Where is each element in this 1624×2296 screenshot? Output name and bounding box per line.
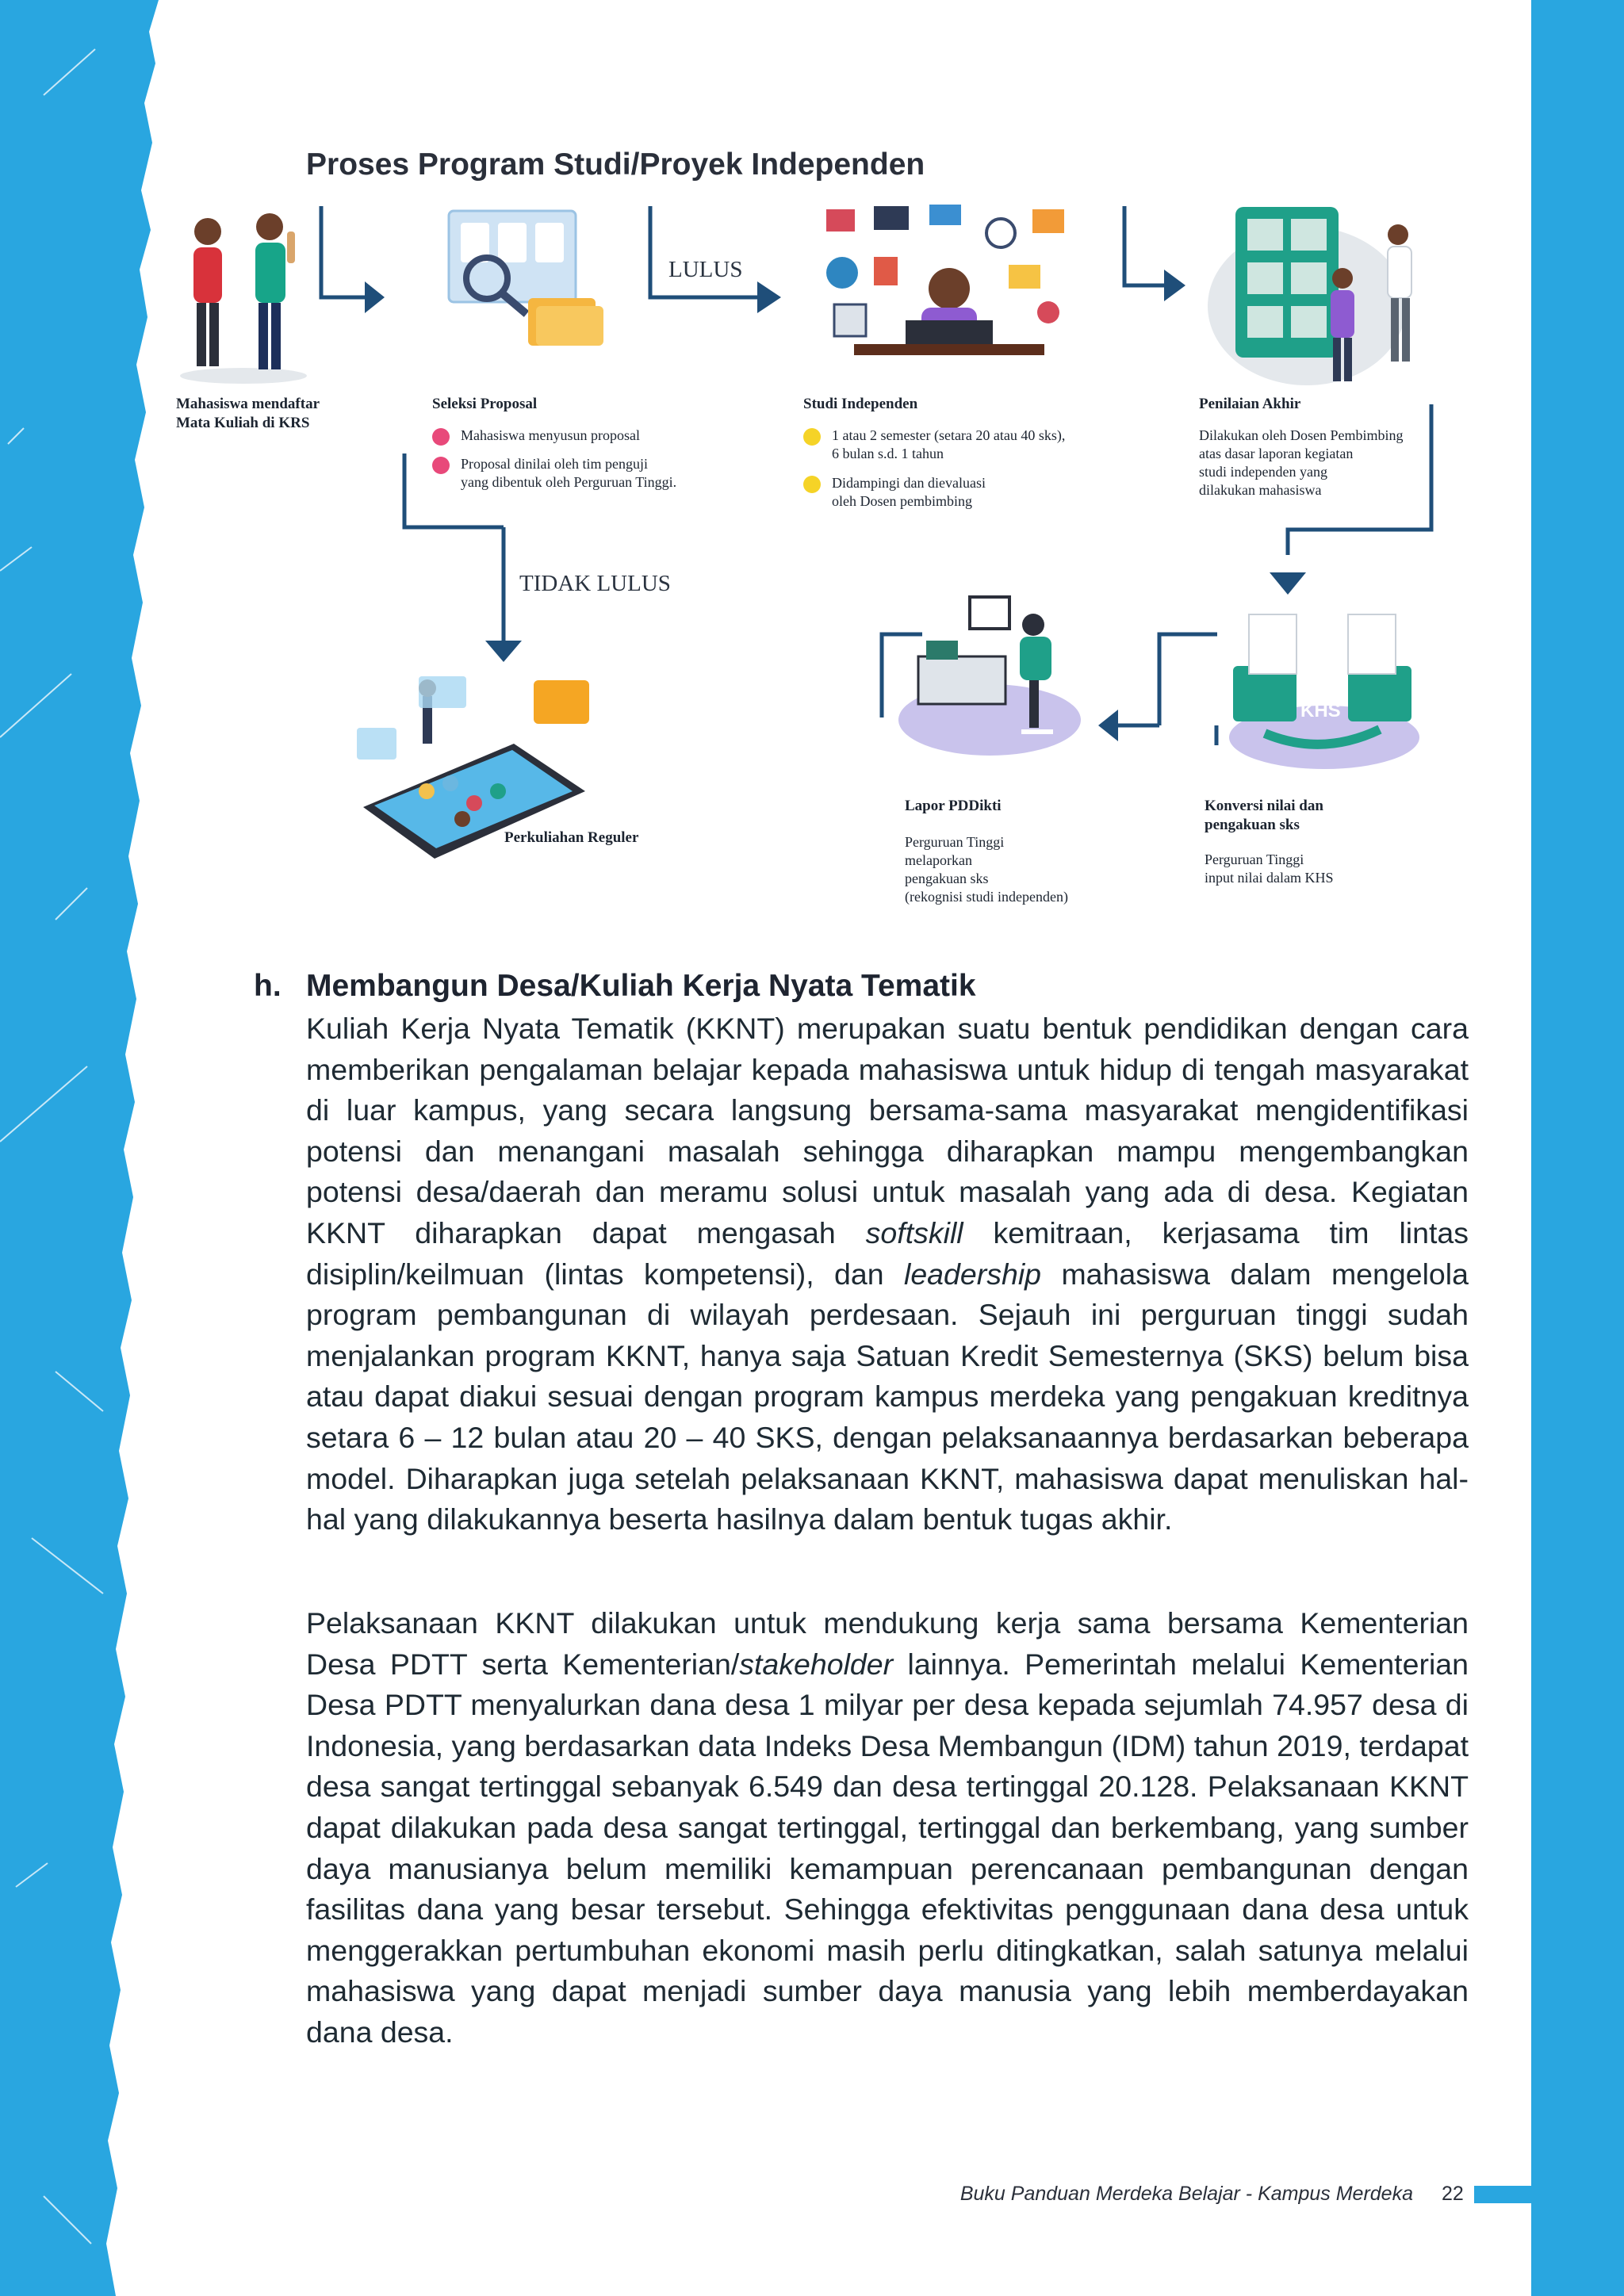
arrow-head-down-right: [1270, 572, 1306, 595]
studi-bullet-1-text-1: 1 atau 2 semester (setara 20 atau 40 sks),: [832, 427, 1066, 443]
footer-book-title: Buku Panduan Merdeka Belajar - Kampus Merdeka: [959, 2183, 1413, 2205]
yellow-bullet-icon: [803, 476, 821, 493]
paragraph-1-italic-leadership: leadership: [904, 1257, 1042, 1291]
step-reguler-name: Perkuliahan Reguler: [504, 829, 639, 846]
konversi-text-2: input nilai dalam KHS: [1205, 870, 1334, 886]
page-number: 22: [1442, 2183, 1464, 2205]
section-letter: h.: [254, 969, 282, 1003]
studi-bullet-2-text-2: oleh Dosen pembimbing: [832, 493, 972, 509]
pink-bullet-icon: [432, 428, 450, 446]
lapor-text-1: Perguruan Tinggi: [905, 834, 1005, 850]
step-seleksi-name: Seleksi Proposal: [432, 396, 538, 412]
lapor-text-2: melaporkan: [905, 852, 972, 868]
paragraph-1-part-c: kemitraan, kerjasama tim lintas disiplin/keilmuan (lintas kompetensi), dan: [306, 1215, 1469, 1291]
khs-badge: KHS: [1300, 700, 1341, 721]
students-illustration: [176, 208, 311, 386]
konversi-text-1: Perguruan Tinggi: [1205, 851, 1304, 867]
arrow-head-lulus: [757, 281, 781, 313]
step-konversi: [1205, 797, 1333, 887]
pink-bullet-icon: [432, 457, 450, 474]
paragraph-1: [306, 1008, 1469, 1540]
paragraph-2: [306, 1603, 1469, 2053]
penilaian-text-2: atas dasar laporan kegiatan: [1199, 446, 1354, 461]
independent-study-illustration: [818, 201, 1080, 368]
penilaian-text-4: dilakukan mahasiswa: [1199, 482, 1322, 498]
seleksi-bullet-2-text-1: Proposal dinilai oleh tim penguji: [461, 456, 648, 472]
report-pddikti-illustration: [879, 593, 1086, 760]
paragraph-1-italic-softskill: softskill: [865, 1215, 963, 1249]
step-daftar-name-1: Mahasiswa mendaftar: [176, 396, 320, 412]
studi-bullet-1-text-2: 6 bulan s.d. 1 tahun: [832, 446, 944, 461]
studi-bullet-2: [803, 474, 1065, 511]
arrow-head-3: [1164, 270, 1185, 301]
final-assessment-illustration: [1204, 203, 1434, 389]
step-konversi-name-1: Konversi nilai dan: [1205, 798, 1323, 814]
step-studi-name: Studi Independen: [803, 396, 918, 412]
paragraph-1-part-e: mahasiswa dalam mengelola program pembangunan di wilayah perdesaan. Sejauh ini perguruan tinggi sudah menjalankan program KKNT, hanya saja Satuan Kredit Semesternya (SKS) belum bisa atau dapat diakui sesuai dengan program kampus merdeka yang pengakuan kreditnya setara 6 – 12 bulan atau 20 – 40 SKS, dengan pelaksanaannya berdasarkan beberapa model. Diharapkan juga setelah pelaksanaan KKNT, mahasiswa dapat menuliskan hal-hal yang dilakukannya beserta hasilnya dalam bentuk tugas akhir.: [306, 1257, 1469, 1536]
step-lapor: [905, 797, 1068, 906]
khs-conversion-illustration: [1217, 610, 1427, 773]
section-title: Membangun Desa/Kuliah Kerja Nyata Tematik: [306, 969, 976, 1003]
tidak-lulus-label: TIDAK LULUS: [519, 571, 671, 596]
penilaian-text-1: Dilakukan oleh Dosen Pembimbing: [1199, 427, 1404, 443]
step-daftar: [176, 395, 320, 433]
page-number-tab: [1474, 2186, 1531, 2203]
yellow-bullet-icon: [803, 428, 821, 446]
step-penilaian: [1199, 395, 1403, 499]
paragraph-2-part-a: Pelaksanaan KKNT dilakukan untuk mendukung kerja sama bersama Kementerian Desa PDTT serta Kementerian/: [306, 1606, 1469, 1681]
step-penilaian-name: Penilaian Akhir: [1199, 396, 1301, 412]
paragraph-2-italic-stakeholder: stakeholder: [739, 1647, 894, 1681]
paragraph-2-part-c: lainnya. Pemerintah melalui Kementerian Desa PDTT menyalurkan dana desa 1 milyar per desa kepada sejumlah 74.957 desa di Indonesia, yang berdasarkan data Indeks Desa Membangun (IDM) tahun 2019, terdapat desa sangat tertinggal sebanyak 6.549 dan desa tertinggal 20.128. Pelaksanaan KKNT dapat dilakukan pada desa sangat tertinggal, tertinggal dan berkembang, yang sumber daya manusianya belum memiliki kemampuan perencanaan pembangunan dengan fasilitas dana yang besar tersebut. Sehingga efektivitas penggunaan dana desa untuk menggerakkan pertumbuhan ekonomi masih perlu ditingkatkan, salah satunya melalui mahasiswa yang dapat menjadi sumber daya manusia yang lebih memberdayakan dana desa.: [306, 1647, 1469, 2049]
paragraph-1-part-a: Kuliah Kerja Nyata Tematik (KKNT) merupakan suatu bentuk pendidikan dengan cara memberikan pengalaman belajar kepada mahasiswa untuk hidup di tengah masyarakat di luar kampus, yang secara langsung bersama-sama masyarakat mengidentifikasi potensi dan menangani masalah sehingga diharapkan mampu mengembangkan potensi desa/daerah dan meramu solusi untuk masalah yang ada di desa. Kegiatan KKNT diharapkan dapat mengasah: [306, 1012, 1469, 1249]
proposal-selection-illustration: [425, 203, 607, 362]
step-studi: [803, 395, 1065, 511]
lulus-label: LULUS: [668, 257, 743, 282]
arrow-head-left: [1098, 710, 1118, 741]
lapor-text-4: (rekognisi studi independen): [905, 889, 1068, 905]
seleksi-bullet-1-text: Mahasiswa menyusun proposal: [461, 427, 640, 443]
studi-bullet-2-text-1: Didampingi dan dievaluasi: [832, 475, 986, 491]
step-seleksi: [432, 395, 676, 492]
arrow-head-1: [365, 281, 385, 313]
step-daftar-name-2: Mata Kuliah di KRS: [176, 415, 310, 431]
diagram-title: Proses Program Studi/Proyek Independen: [306, 147, 925, 182]
studi-bullet-1: [803, 427, 1065, 463]
seleksi-bullet-1: [432, 427, 676, 446]
step-lapor-name: Lapor PDDikti: [905, 798, 1002, 814]
section-heading: [254, 969, 976, 1004]
seleksi-bullet-2: [432, 455, 676, 492]
step-konversi-name-2: pengakuan sks: [1205, 817, 1300, 833]
penilaian-text-3: studi independen yang: [1199, 464, 1327, 480]
arrow-head-tidak-lulus: [485, 641, 522, 662]
lapor-text-3: pengakuan sks: [905, 871, 989, 886]
seleksi-bullet-2-text-2: yang dibentuk oleh Perguruan Tinggi.: [461, 474, 677, 490]
